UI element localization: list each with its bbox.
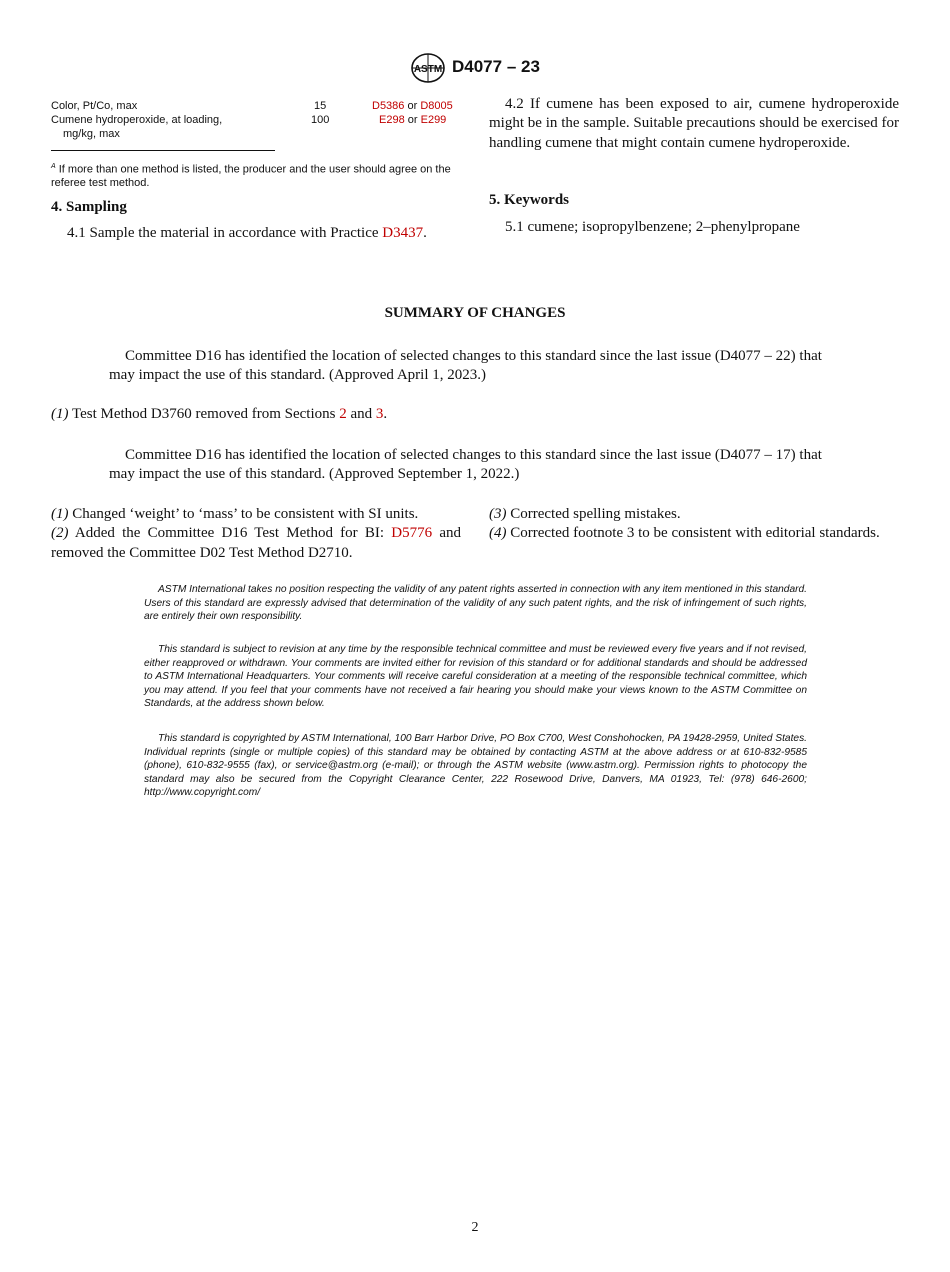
table-row — [51, 113, 222, 127]
paragraph-text: 4.1 Sample the material in accordance with Practice — [67, 225, 379, 241]
table-footnote — [51, 160, 463, 191]
item-text: Test Method D3760 removed from Sections — [71, 406, 336, 422]
notice-text: This standard is copyrighted by ASTM International, 100 Barr Harbor Drive, PO Box C700, West Conshohocken, PA 19428-2959, United States. Individual reprints (single or multiple copies) of this standard may be obtained by contacting ASTM at the above address or at 610-832-9585 (phone), 610-832-9555 (fax), or service@astm.org (e-mail); or through the ASTM website (www.astm.org). Permission rights to photocopy the standard may also be secured from the Copyright Clearance Center, 222 Rosewood Drive, Danvers, MA 01923, Tel: (978) 646-2600; http://www.copyright.com/ — [144, 733, 807, 798]
item-text: Changed ‘weight’ to ‘mass’ to be consistent with SI units. — [72, 506, 419, 522]
revision-notice — [144, 643, 807, 711]
item-text: and removed the Committee D02 Test Method D2710. — [51, 525, 461, 561]
item-text: Corrected footnote 3 to be consistent with editorial standards. — [510, 525, 880, 542]
item-number: (1) — [51, 506, 69, 522]
method-link[interactable]: D5386 — [372, 100, 405, 112]
notice-text: ASTM International takes no position respecting the validity of any patent rights asserted in connection with any item mentioned in this standard. Users of this standard are expressly advised that determination of the validity of any such patent rights, and the risk of infringement of such rights, are entirely their own responsibility. — [144, 584, 807, 622]
paragraph-4-1 — [67, 224, 427, 243]
table-row — [51, 99, 137, 113]
or-text: or — [407, 114, 418, 126]
value-cell: 15 — [314, 100, 327, 112]
change-item — [51, 505, 461, 524]
method-cell — [379, 113, 446, 127]
page-number: 2 — [471, 1220, 479, 1235]
practice-link[interactable]: D3437 — [382, 225, 424, 241]
method-cell — [372, 99, 453, 113]
footnote-divider — [51, 150, 275, 151]
patent-notice — [144, 583, 807, 624]
section-link[interactable]: 2 — [339, 406, 347, 422]
summary-title: SUMMARY OF CHANGES — [384, 305, 566, 321]
change-item — [51, 405, 387, 424]
item-number: (3) — [489, 506, 507, 522]
paragraph-4-2: 4.2 If cumene has been exposed to air, cumene hydroperoxide might be in the sample. Suitable precautions should be exercised for handling cumene that might contain cumene hydroperoxide. — [489, 96, 899, 151]
change-item — [489, 524, 899, 543]
and-text: and — [350, 406, 373, 422]
property-cell: Color, Pt/Co, max — [51, 100, 138, 112]
page-header — [0, 52, 950, 86]
section-heading: 5. Keywords — [489, 192, 569, 208]
footnote-marker: A — [51, 163, 56, 170]
item-number: (1) — [51, 406, 69, 422]
method-link[interactable]: E299 — [420, 114, 447, 126]
copyright-notice — [144, 732, 807, 800]
period: . — [423, 225, 427, 241]
change-item — [489, 505, 899, 524]
document-id: D4077 – 23 — [452, 57, 540, 76]
method-link[interactable]: D8005 — [420, 100, 453, 112]
method-link[interactable]: E298 — [379, 114, 405, 126]
summary-intro: Committee D16 has identified the location of selected changes to this standard since the last issue (D4077 – 22) that may impact the use of this standard. (Approved April 1, 2023.) — [109, 348, 822, 384]
summary-intro: Committee D16 has identified the location of selected changes to this standard since the last issue (D4077 – 17) that may impact the use of this standard. (Approved September 1, 2022.) — [109, 447, 822, 483]
astm-logo-text: ASTM — [413, 64, 443, 75]
change-list-left — [51, 505, 461, 563]
value-cell: 100 — [311, 114, 330, 126]
test-method-link[interactable]: D5776 — [391, 525, 433, 542]
change-item — [51, 524, 461, 563]
astm-logo-icon — [409, 52, 447, 84]
notice-text: This standard is subject to revision at any time by the responsible technical committee and must be reviewed every five years and if not revised, either reapproved or withdrawn. Your comments are invited either for revision of this standard or for additional standards and should be addressed to ASTM International Headquarters. Your comments will receive careful consideration at a meeting of the responsible technical committee, which you may attend. If you feel that your comments have not received a fair hearing you should make your views known to the ASTM Committee on Standards, at the address shown below. — [144, 644, 807, 709]
item-number: (2) — [51, 525, 69, 542]
item-text: Corrected spelling mistakes. — [510, 506, 681, 522]
period: . — [383, 406, 388, 422]
or-text: or — [407, 100, 418, 112]
item-number: (4) — [489, 525, 507, 542]
item-text: Added the Committee D16 Test Method for BI: — [74, 525, 385, 542]
paragraph-5-1: 5.1 cumene; isopropylbenzene; 2–phenylpropane — [505, 219, 800, 235]
section-link[interactable]: 3 — [375, 406, 384, 422]
section-heading: 4. Sampling — [51, 199, 127, 215]
change-list-right — [489, 505, 899, 544]
property-cell: Cumene hydroperoxide, at loading, — [51, 114, 223, 126]
footnote-text: If more than one method is listed, the producer and the user should agree on the referee test method. — [51, 163, 451, 190]
property-cell-continued: mg/kg, max — [63, 128, 120, 140]
